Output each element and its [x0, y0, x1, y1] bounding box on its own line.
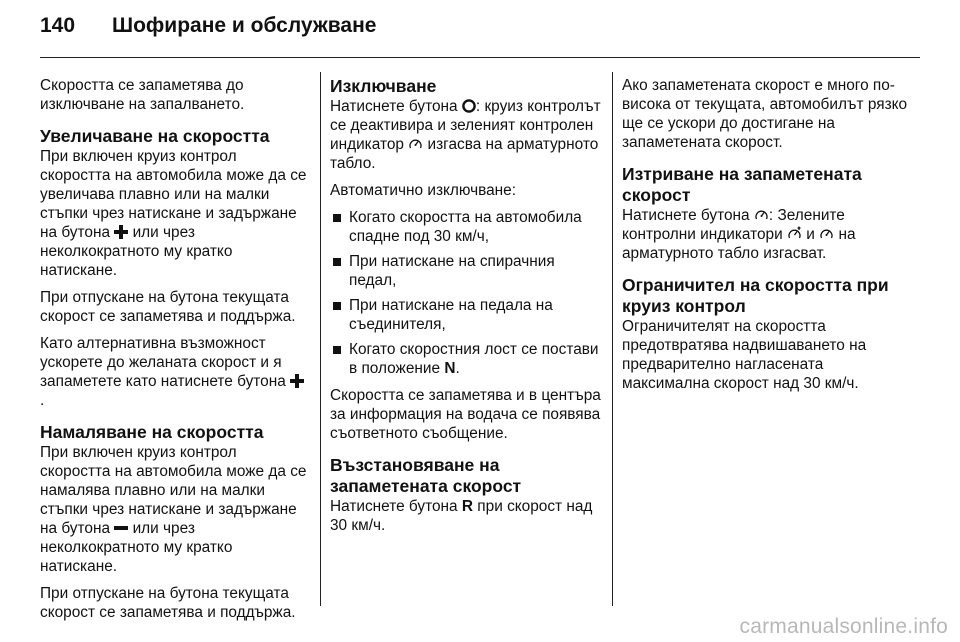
cruise-control-speedometer-icon — [408, 137, 423, 151]
list-item: При натискане на спирачния педал, — [330, 252, 604, 290]
speed-limiter-icon — [787, 226, 802, 241]
circle-cancel-icon — [462, 99, 476, 113]
list-item: При натискане на педала на съединителя, — [330, 296, 604, 334]
list-item-text: Когато скоростния лост се постави в положение — [349, 341, 599, 377]
restore-paragraph — [330, 497, 604, 535]
neutral-position-symbol: N — [444, 360, 456, 377]
watermark: carmanualsonline.info — [739, 615, 948, 638]
decrease-paragraph-1 — [40, 443, 308, 576]
minus-icon — [114, 521, 128, 535]
column-divider-2 — [612, 72, 613, 606]
switch-off-paragraph-2: Скоростта се запаметява и в центъра за информация на водача се появява съответното съобщение. — [330, 387, 601, 442]
section-erase-speed — [622, 164, 910, 263]
auto-off-label: Автоматично изключване: — [330, 182, 517, 199]
heading-restore-speed: Възстановяване на запаметената скорост — [330, 455, 522, 496]
speed-limiter-paragraph: Ограничителят на скоростта предотвратява надвишаването на предварително нагласената максимална скорост над 30 км/ч. — [622, 318, 867, 392]
cruise-control-speedometer-icon — [754, 208, 769, 222]
increase-paragraph-2: При отпускане на бутона текущата скорост се запаметява и поддържа. — [40, 289, 296, 325]
heading-decrease-speed: Намаляване на скоростта — [40, 422, 264, 442]
erase-paragraph — [622, 206, 910, 263]
intro-paragraph: Скоростта се запаметява до изключване на запалването. — [40, 77, 245, 113]
overspeed-paragraph: Ако запаметената скорост е много по-висока от текущата, автомобилът рязко ще се ускори до достигане на запаметената скорост. — [622, 77, 908, 151]
page-title: Шофиране и обслужване — [112, 14, 377, 37]
increase-paragraph-3 — [40, 334, 308, 410]
erase-text-and: и — [806, 226, 815, 243]
heading-speed-limiter: Ограничител на скоростта при круиз контрол — [622, 275, 889, 316]
increase-text-b: или чрез неколкократното му кратко натискане. — [40, 224, 233, 279]
resume-button-symbol: R — [461, 498, 474, 515]
column-3 — [622, 76, 910, 401]
section-restore-speed — [330, 455, 604, 535]
decrease-text-a: При включен круиз контрол скоростта на автомобила може да се намалява плавно или на малки стъпки чрез натискане и задържане на бутона — [40, 444, 307, 537]
heading-erase-speed: Изтриване на запаметената скорост — [622, 164, 862, 205]
section-decrease-speed — [40, 422, 308, 622]
heading-switch-off: Изключване — [330, 76, 437, 96]
column-2 — [330, 76, 604, 543]
plus-icon — [290, 374, 304, 388]
header-divider — [40, 57, 920, 58]
list-item-end: . — [455, 360, 460, 377]
erase-text-b: : Зелените контролни индикатори — [622, 207, 845, 243]
column-divider-1 — [320, 72, 321, 606]
increase-text-a: При включен круиз контрол скоростта на автомобила може да се увеличава плавно или на малки стъпки чрез натискане и задържане на бутона — [40, 148, 307, 241]
list-item: Когато скоростта на автомобила спадне под 30 км/ч, — [330, 208, 604, 246]
switch-off-paragraph-1 — [330, 97, 604, 173]
section-speed-limiter — [622, 275, 910, 393]
restore-text-a: Натиснете бутона — [330, 498, 458, 515]
decrease-text-b: или чрез неколкократното му кратко натискане. — [40, 520, 233, 575]
increase-alt-text: Като алтернативна възможност ускорете до желаната скорост и я запаметете като натиснете бутона — [40, 335, 286, 390]
increase-paragraph-1 — [40, 147, 308, 280]
column-1 — [40, 76, 308, 630]
heading-increase-speed: Увеличаване на скоростта — [40, 126, 270, 146]
plus-icon — [114, 225, 128, 239]
list-item — [330, 340, 604, 378]
switch-off-text-b: : круиз контролът се деактивира и зеленият контролен индикатор — [330, 98, 601, 153]
page-header — [40, 14, 376, 54]
section-switch-off — [330, 76, 604, 443]
auto-off-list — [330, 208, 604, 378]
restore-text-b: при скорост над 30 км/ч. — [330, 498, 593, 534]
erase-text-c: на арматурното табло изгасват. — [622, 226, 856, 262]
switch-off-text-c: изгасва на арматурното табло. — [330, 136, 599, 172]
erase-text-a: Натиснете бутона — [622, 207, 750, 224]
switch-off-text-a: Натиснете бутона — [330, 98, 458, 115]
cruise-control-speedometer-icon — [819, 227, 834, 241]
decrease-paragraph-2: При отпускане на бутона текущата скорост се запаметява и поддържа. — [40, 585, 296, 621]
section-increase-speed — [40, 126, 308, 410]
increase-alt-end: . — [40, 392, 45, 409]
page-number: 140 — [40, 14, 76, 37]
